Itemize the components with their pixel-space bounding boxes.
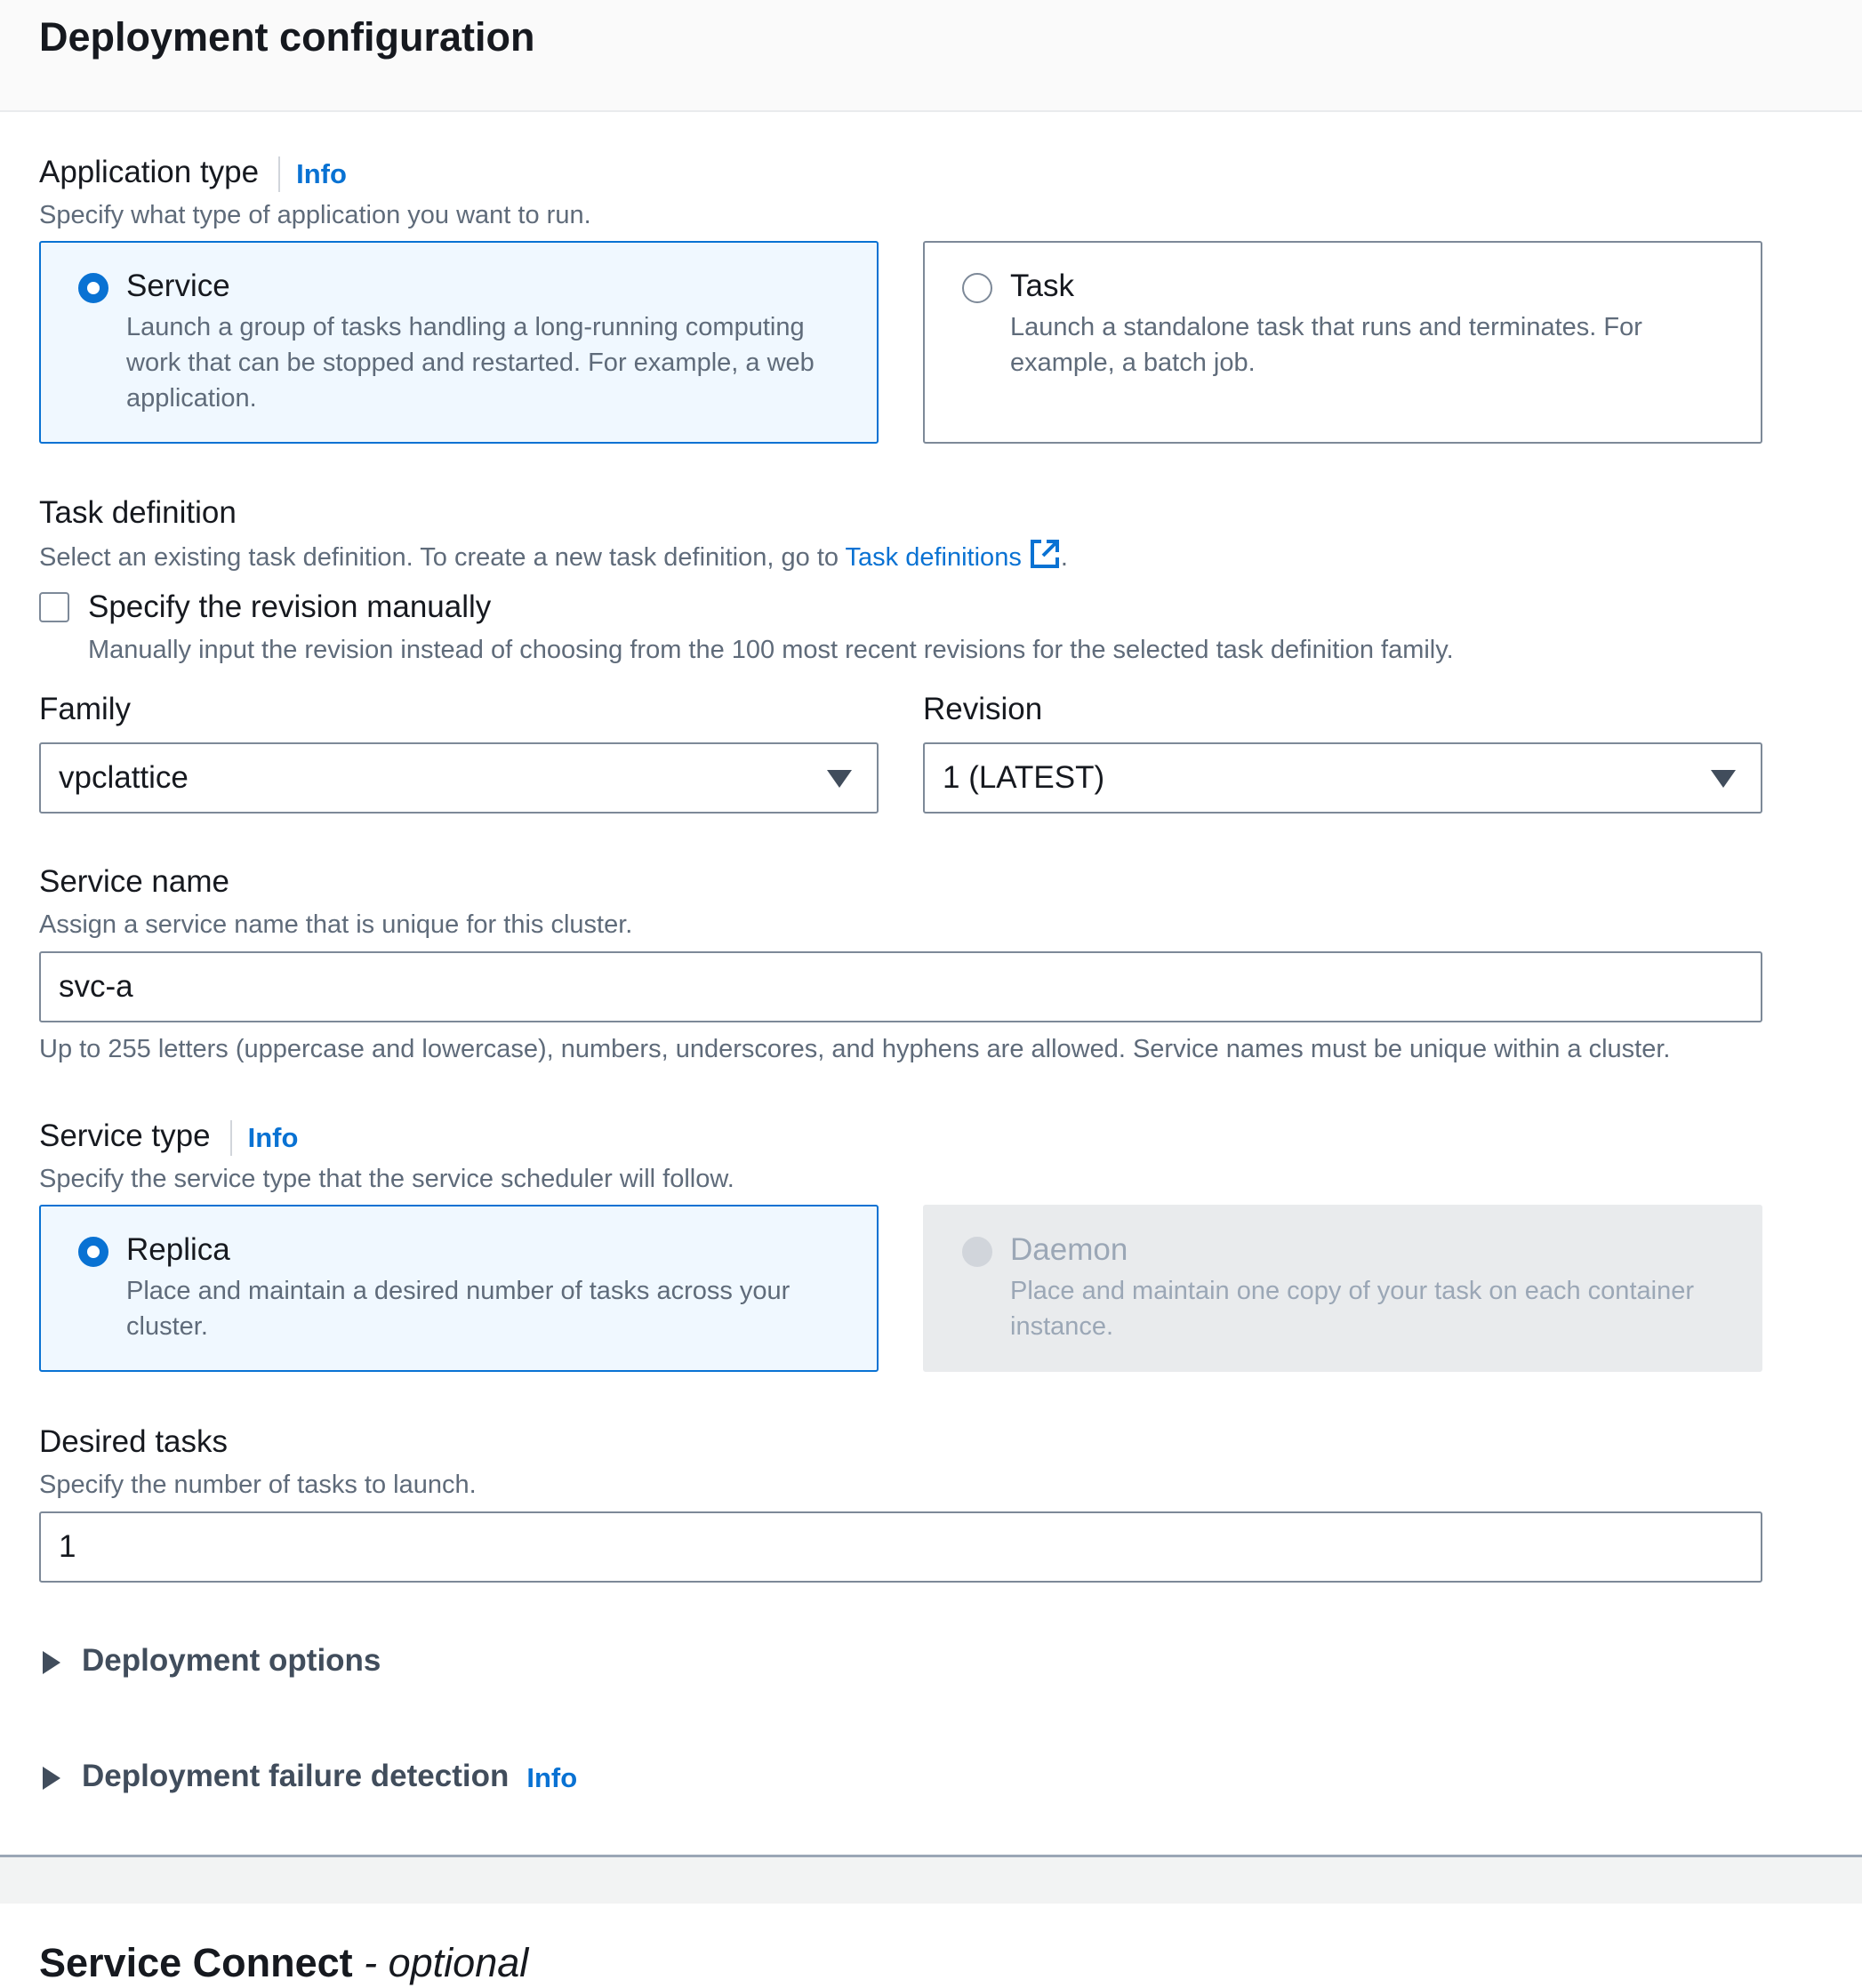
section-title: Deployment configuration — [39, 14, 535, 60]
replica-option-description: Place and maintain a desired number of tasks across your cluster. — [126, 1277, 791, 1341]
failure-detection-info-link[interactable]: Info — [526, 1761, 578, 1793]
service-option-title: Service — [126, 269, 230, 303]
application-type-label-text: Application type — [39, 155, 260, 189]
specify-revision-checkbox[interactable] — [39, 592, 69, 622]
revision-label: Revision — [923, 692, 1043, 726]
desired-tasks-value: 1 — [59, 1529, 76, 1564]
daemon-option-tile — [923, 1205, 1762, 1372]
daemon-radio — [962, 1237, 992, 1267]
service-name-value: svc-a — [59, 969, 133, 1004]
desired-tasks-description: Specify the number of tasks to launch. — [39, 1471, 477, 1499]
task-definitions-link[interactable]: Task definitions — [845, 543, 1022, 573]
desired-tasks-label: Desired tasks — [39, 1424, 229, 1459]
family-select-value: vpclattice — [59, 760, 189, 795]
daemon-option-description: Place and maintain one copy of your task on each container instance. — [1010, 1277, 1694, 1341]
desired-tasks-input[interactable] — [39, 1511, 1762, 1583]
service-type-description: Specify the service type that the service scheduler will follow. — [39, 1165, 734, 1193]
service-connect-section-title[interactable] — [39, 1938, 528, 1988]
deployment-failure-detection-expander[interactable] — [43, 1757, 577, 1798]
service-connect-title: Service Connect — [39, 1940, 353, 1985]
service-type-label-text: Service type — [39, 1118, 211, 1153]
caret-down-icon — [827, 770, 852, 788]
task-option-tile[interactable] — [923, 241, 1762, 444]
replica-radio[interactable] — [78, 1237, 108, 1267]
container-header — [0, 0, 1862, 112]
application-type-info-link[interactable]: Info — [296, 157, 347, 189]
application-type-description: Specify what type of application you want to run. — [39, 201, 591, 229]
service-option-tile[interactable] — [39, 241, 879, 444]
caret-right-icon — [43, 1651, 60, 1674]
service-type-label — [39, 1117, 298, 1158]
deployment-options-expander[interactable] — [43, 1641, 381, 1680]
task-radio[interactable] — [962, 273, 992, 303]
deployment-options-label: Deployment options — [82, 1643, 381, 1678]
service-connect-optional: - optional — [352, 1940, 529, 1985]
family-label: Family — [39, 692, 132, 726]
task-definition-description-text: Select an existing task definition. To create a new task definition, go to — [39, 543, 846, 573]
service-radio[interactable] — [78, 273, 108, 303]
revision-select[interactable] — [923, 742, 1762, 814]
task-definition-description — [39, 538, 1068, 580]
service-type-info-link[interactable]: Info — [247, 1121, 299, 1153]
service-name-description: Assign a service name that is unique for this cluster. — [39, 910, 633, 939]
section-divider — [0, 1855, 1862, 1904]
service-name-input[interactable] — [39, 951, 1762, 1022]
deployment-failure-detection-label: Deployment failure detection — [82, 1759, 510, 1793]
task-definition-description-suffix: . — [1060, 543, 1068, 573]
application-type-label — [39, 153, 347, 194]
caret-down-icon — [1711, 770, 1736, 788]
replica-option-tile[interactable] — [39, 1205, 879, 1372]
external-link-icon[interactable] — [1029, 538, 1061, 580]
task-definition-label: Task definition — [39, 495, 237, 530]
service-option-description: Launch a group of tasks handling a long-running computing work that can be stopped and restarted. For example, a web application. — [126, 313, 815, 413]
specify-revision-description: Manually input the revision instead of choosing from the 100 most recent revisions for the selected task definition family. — [88, 636, 1454, 664]
task-option-title: Task — [1010, 269, 1074, 303]
caret-right-icon — [43, 1767, 60, 1790]
family-select[interactable] — [39, 742, 879, 814]
replica-option-title: Replica — [126, 1232, 230, 1267]
specify-revision-label[interactable]: Specify the revision manually — [88, 589, 492, 624]
task-option-description: Launch a standalone task that runs and terminates. For example, a batch job. — [1010, 313, 1642, 377]
daemon-option-title: Daemon — [1010, 1232, 1128, 1267]
service-name-label: Service name — [39, 864, 229, 899]
revision-select-value: 1 (LATEST) — [943, 760, 1105, 795]
service-name-constraint: Up to 255 letters (uppercase and lowercase), numbers, underscores, and hyphens are allowed. Service names must be unique within a cluster. — [39, 1035, 1671, 1063]
